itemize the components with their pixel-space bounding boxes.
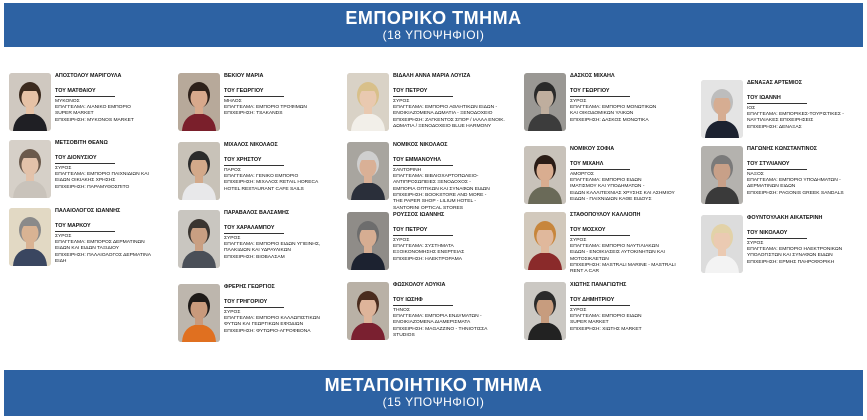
- candidate-location: ΣΥΡΟΣ: [55, 233, 72, 239]
- candidate-detail-line: ΔΕΡΜΑΤΙΝΩΝ ΕΙΔΩΝ: [747, 184, 796, 190]
- candidate-father-name: ΤΟΥ ΙΩΣΗΦ: [393, 297, 453, 305]
- candidate-detail-line: ΕΠΑΓΓΕΛΜΑ: ΛΙΑΝΙΚΟ ΕΜΠΟΡΙΟ: [55, 105, 131, 111]
- candidate-detail-line: ΕΠΑΓΓΕΛΜΑ: ΕΜΠΟΡΙΟ ΤΡΟΦΙΜΩΝ: [224, 105, 307, 111]
- candidate-detail-line: ΕΙΔΩΝ ΚΑΙ ΕΙΔΩΝ ΤΑΞΙΔΙΟΥ: [55, 246, 119, 252]
- candidate-location: ΙΟΣ: [747, 105, 756, 111]
- candidate-location: ΣΥΡΟΣ: [224, 309, 241, 315]
- candidate-detail-line: ΔΩΜΑΤΙΑ / ΞΕΝΟΔΟΧΕΙΟ BLUE HARMONY: [393, 124, 492, 129]
- candidate-info: [224, 142, 352, 193]
- candidate-detail-line: ΕΠΑΓΓΕΛΜΑ: ΣΥΣΤΗΜΑΤΑ: [393, 244, 454, 250]
- candidate-info: [55, 208, 183, 265]
- section-subtitle: (15 ΥΠΟΨΗΦΙΟΙ): [382, 395, 485, 409]
- candidate-detail-line: ΕΠΑΓΓΕΛΜΑ: ΕΜΠΟΡΙΑ ΕΝΔΥΜΑΤΩΝ -: [393, 314, 482, 320]
- candidate-location: ΣΥΡΟΣ: [393, 237, 410, 243]
- candidate-detail-line: ΕΙΔΩΝ - ΕΝΟΙΚΙΑΣΕΙΣ ΑΥΤΟΚΙΝΗΤΩΝ ΚΑΙ: [570, 250, 665, 256]
- candidate-father-name: ΤΟΥ ΕΜΜΑΝΟΥΗΛ: [393, 157, 453, 165]
- candidate-location: ΜΗΛΟΣ: [224, 98, 242, 104]
- candidate-name: ΝΟΜΙΚΟΥ ΣΟΦΙΑ: [570, 146, 615, 152]
- candidate-detail-line: ΕΠΙΧΕΙΡΗΣΗ: ΔΕΝΑΞΑΣ: [747, 124, 802, 130]
- candidate-detail-line: ΕΠΙΧΕΙΡΗΣΗ: MAGAZZINO - ΤΗΝΙΟΤΙΣΣΑ: [393, 326, 488, 332]
- candidate-detail-line: ΕΠΑΓΓΕΛΜΑ: ΕΜΠΟΡΙΟ ΗΛΕΚΤΡΟΝΙΚΩΝ: [747, 247, 843, 253]
- candidate-detail-line: ΕΠΑΓΓΕΛΜΑ: ΓΕΝΙΚΟ ΕΜΠΟΡΙΟ: [224, 174, 299, 180]
- candidate-detail-line: ΕΠΙΧΕΙΡΗΣΗ: ΜΙΧΑΛΟΣ RETAIL HORECA: [224, 180, 319, 186]
- candidate-info: [570, 212, 698, 276]
- candidate-detail-line: RENT A CAR: [570, 269, 599, 275]
- candidate-detail-line: ΥΠΟΛΟΓΙΣΤΩΝ ΚΑΙ ΣΥΝΑΦΩΝ ΕΙΔΩΝ: [747, 253, 833, 259]
- candidate-name: ΝΟΜΙΚΟΣ ΝΙΚΟΛΑΟΣ: [393, 142, 448, 148]
- candidate-info: [393, 212, 521, 263]
- candidate-detail-line: ΕΠΙΧΕΙΡΗΣΗ: ΗΛΕΚΤΡΟΡΑΜΑ: [393, 256, 462, 262]
- candidate-photo: [347, 282, 389, 340]
- candidate-info: [55, 140, 183, 191]
- candidate-detail-line: ΙΜΑΤΙΣΜΟΥ ΚΑΙ ΥΠΟΔΗΜΑΤΩΝ -: [570, 184, 645, 190]
- candidate-info: [747, 80, 867, 131]
- candidate-detail-line: ΕΠΙΧΕΙΡΗΣΗ: ΔΑΣΚΟΣ ΜΟΝΩΤΙΚΑ: [570, 117, 649, 123]
- candidate-name: ΠΑΡΑΒΑΛΟΣ ΒΑΛΣΑΜΗΣ: [224, 210, 290, 216]
- candidate-detail-line: ΕΠΑΓΓΕΛΜΑ: ΕΜΠΟΡΙΟ ΜΟΝΩΤΙΚΩΝ: [570, 105, 657, 111]
- candidate-name: ΒΙΔΑΛΗ ΑΝΝΑ ΜΑΡΙΑ ΛΟΥΙΖΑ: [393, 73, 471, 79]
- candidate-photo: [178, 142, 220, 200]
- candidate-father-name: ΤΟΥ ΝΙΚΟΛΑΟΥ: [747, 230, 807, 238]
- candidate-name: ΦΟΥΝΤΟΥΛΑΚΗ ΑΙΚΑΤΕΡΙΝΗ: [747, 215, 823, 221]
- candidate-name: ΦΡΕΡΗΣ ΓΕΩΡΓΙΟΣ: [224, 284, 275, 290]
- candidate-location: ΣΥΡΟΣ: [570, 307, 587, 313]
- candidate-father-name: ΤΟΥ ΔΙΟΝΥΣΙΟΥ: [55, 155, 115, 163]
- candidate-name: ΜΕΤΣΟΒΙΤΗ ΘΕΑΝΩ: [55, 140, 108, 146]
- candidate-name: ΔΕΝΑΞΑΣ ΑΡΤΕΜΙΟΣ: [747, 80, 802, 86]
- candidate-location: ΜΥΚΟΝΟΣ: [55, 98, 80, 104]
- candidate-photo: [524, 146, 566, 204]
- candidate-father-name: ΤΟΥ ΔΗΜΗΤΡΙΟΥ: [570, 297, 630, 305]
- candidate-name: ΧΙΩΤΗΣ ΠΑΝΑΓΙΩΤΗΣ: [570, 282, 627, 288]
- candidate-detail-line: HOTEL RESTAURANT CAFE SAILS: [224, 186, 304, 192]
- candidate-detail-line: ΕΝΟΙΚΙΑΖΟΜΕΝΑ ΔΩΜΑΤΙΑ - ΞΕΝΟΔΟΧΕΙΟ: [393, 111, 493, 117]
- candidate-photo: [347, 212, 389, 270]
- candidate-detail-line: ΚΑΙ ΟΙΚΟΔΟΜΙΚΩΝ ΥΛΙΚΩΝ: [570, 111, 634, 117]
- candidate-name: ΒΕΚΙΟΥ ΜΑΡΙΑ: [224, 73, 264, 79]
- candidate-detail-line: ΕΞΟΙΚΟΝΟΜΗΣΗΣ ΕΝΕΡΓΕΙΑΣ: [393, 250, 465, 256]
- candidate-detail-line: ΕΠΙΧΕΙΡΗΣΗ: MASTRALI MARINE - MASTRALI: [570, 263, 676, 268]
- candidate-detail-line: ΜΟΤΟΣΙΚΛΕΤΩΝ: [570, 256, 609, 262]
- top-banner: [4, 3, 863, 47]
- candidate-photo: [701, 146, 743, 204]
- candidate-name: ΡΟΥΣΣΟΣ ΙΩΑΝΝΗΣ: [393, 212, 445, 218]
- candidate-detail-line: ΕΠΙΧΕΙΡΗΣΗ: ΠΑΡΑΜΥΘΟΣΠΙΤΟ: [55, 184, 130, 190]
- candidate-photo: [701, 215, 743, 273]
- candidate-photo: [9, 140, 51, 198]
- candidate-location: ΤΗΝΟΣ: [393, 307, 410, 313]
- candidate-detail-line: THE PAPER SHOP - LILIUM HOTEL -: [393, 199, 477, 205]
- candidate-name: ΣΤΑΘΟΠΟΥΛΟΥ ΚΑΛΛΙΟΠΗ: [570, 212, 641, 218]
- candidate-detail-line: ΕΠΑΓΓΕΛΜΑ: ΕΜΠΟΡΙΟ ΕΙΔΩΝ ΥΓΙΕΙΝΗΣ,: [224, 242, 321, 248]
- candidate-detail-line: ΕΙΔΗ: [55, 259, 67, 264]
- candidate-info: [570, 282, 698, 333]
- candidate-info: [393, 282, 521, 339]
- candidate-name: ΠΑΓΩΝΗΣ ΚΩΝΣΤΑΝΤΙΝΟΣ: [747, 146, 817, 152]
- candidate-photo: [524, 282, 566, 340]
- candidate-location: ΣΥΡΟΣ: [570, 98, 587, 104]
- candidate-detail-line: ΕΙΔΩΝ ΟΙΚΙΑΚΗΣ ΧΡΗΣΗΣ: [55, 178, 116, 184]
- candidate-detail-line: ΕΠΙΧΕΙΡΗΣΗ: MYKONOS MARKET: [55, 117, 134, 123]
- candidate-photo: [9, 208, 51, 266]
- candidate-location: ΑΜΟΡΓΟΣ: [570, 171, 594, 177]
- candidate-father-name: ΤΟΥ ΜΙΧΑΗΛ: [570, 161, 630, 169]
- candidate-detail-line: ΕΠΑΓΓΕΛΜΑ: ΕΜΠΟΡΙΟ ΕΙΔΩΝ: [570, 178, 642, 184]
- candidate-detail-line: ΕΠΑΓΓΕΛΜΑ: ΒΙΒΛΙΟΧΑΡΤΟΠΩΛΕΙΟ-: [393, 174, 479, 180]
- candidate-detail-line: ΑΝΤΙΠΡΟΣΩΠΕΙΕΣ ΞΕΝΟΔΟΧΟΣ -: [393, 180, 471, 186]
- candidate-detail-line: STUDIOS: [393, 333, 415, 338]
- candidate-info: [570, 73, 698, 124]
- candidate-info: [393, 142, 521, 212]
- candidate-photo: [9, 73, 51, 131]
- candidate-father-name: ΤΟΥ ΜΑΡΚΟΥ: [55, 223, 115, 231]
- candidate-location: ΣΑΝΤΟΡΙΝΗ: [393, 167, 422, 173]
- candidate-info: [224, 210, 352, 261]
- candidate-location: ΣΥΡΟΣ: [224, 235, 241, 241]
- candidate-name: ΠΑΛΑΙΟΛΟΓΟΣ ΙΩΑΝΝΗΣ: [55, 208, 121, 214]
- candidate-detail-line: ΕΠΙΧΕΙΡΗΣΗ: ΒΙΟΒΑΛΣΑΜ: [224, 254, 285, 260]
- section-subtitle: (18 ΥΠΟΨΗΦΙΟΙ): [382, 28, 485, 42]
- candidate-detail-line: ΕΠΙΧΕΙΡΗΣΗ: ΠΑΛΑΙΟΛΟΓΟΣ ΔΕΡΜΑΤΙΝΑ: [55, 252, 151, 258]
- candidate-name: ΔΑΣΚΟΣ ΜΙΧΑΗΛ: [570, 73, 615, 79]
- candidate-father-name: ΤΟΥ ΓΡΗΓΟΡΙΟΥ: [224, 299, 284, 307]
- candidate-detail-line: ΕΠΙΧΕΙΡΗΣΗ: ΦΥΤΩΡΙΟ-ΑΓΡΟΦΒΟΝΑ: [224, 328, 311, 334]
- candidate-detail-line: ΕΠΑΓΓΕΛΜΑ: ΕΜΠΟΡΙΟ ΥΠΟΔΗΜΑΤΩΝ -: [747, 178, 841, 184]
- candidate-detail-line: ΕΠΑΓΓΕΛΜΑ: ΕΜΠΟΡΙΟ ΠΑΙΧΝΙΔΙΩΝ ΚΑΙ: [55, 172, 149, 178]
- candidate-detail-line: ΕΠΑΓΓΕΛΜΑ: ΕΜΠΟΡΙΟ ΑΘΛΗΤΙΚΩΝ ΕΙΔΩΝ -: [393, 105, 498, 111]
- candidate-photo: [178, 284, 220, 342]
- candidate-father-name: ΤΟΥ ΙΩΑΝΝΗ: [747, 95, 807, 103]
- candidate-father-name: ΤΟΥ ΣΤΥΛΙΑΝΟΥ: [747, 161, 807, 169]
- candidate-detail-line: ΕΙΔΩΝ - ΠΑΙΧΝΙΔΙΩΝ ΚΑΘΕ ΕΙΔΟΥΣ: [570, 197, 652, 202]
- candidate-location: ΣΥΡΟΣ: [570, 237, 587, 243]
- candidate-name: ΜΙΧΑΛΟΣ ΝΙΚΟΛΑΟΣ: [224, 142, 278, 148]
- candidate-location: ΣΥΡΟΣ: [747, 240, 764, 246]
- candidate-detail-line: ΦΥΤΩΝ ΚΑΙ ΓΕΩΡΓΙΚΩΝ ΕΦΟΔΙΩΝ: [224, 322, 304, 328]
- candidate-info: [393, 73, 521, 130]
- candidate-detail-line: ΕΠΙΧΕΙΡΗΣΗ: ΕΡΜΗΣ ΠΛΗΡΟΦΟΡΙΚΗ: [747, 259, 835, 265]
- candidate-info: [747, 215, 867, 266]
- candidate-father-name: ΤΟΥ ΓΕΩΡΓΙΟΥ: [570, 88, 630, 96]
- candidate-detail-line: ΕΠΑΓΓΕΛΜΑ: ΕΜΠΟΡΙΟ ΕΙΔΩΝ: [570, 314, 642, 320]
- candidate-location: ΣΥΡΟΣ: [393, 98, 410, 104]
- candidate-info: [747, 146, 867, 197]
- section-title: ΕΜΠΟΡΙΚΟ ΤΜΗΜΑ: [345, 8, 522, 28]
- candidate-name: ΑΠΟΣΤΟΛΟΥ ΜΑΡΙΓΟΥΛΑ: [55, 73, 122, 79]
- candidate-info: [224, 284, 352, 335]
- candidate-grid: [0, 60, 867, 365]
- candidate-father-name: ΤΟΥ ΓΕΩΡΓΙΟΥ: [224, 88, 284, 96]
- candidate-detail-line: ΕΠΑΓΓΕΛΜΑ: ΕΜΠΟΡΟΣ ΔΕΡΜΑΤΙΝΩΝ: [55, 240, 145, 246]
- candidate-detail-line: ΝΑΥΤΙΛΙΑΚΕΣ ΕΠΙΧΕΙΡΗΣΕΙΣ: [747, 118, 814, 124]
- candidate-name: ΦΩΣΚΟΛΟΥ ΛΟΥΚΙΑ: [393, 282, 446, 288]
- candidate-location: ΣΥΡΟΣ: [55, 165, 72, 171]
- candidate-father-name: ΤΟΥ ΠΕΤΡΟΥ: [393, 88, 453, 96]
- candidate-detail-line: SANTORINI OPTICAL STORES: [393, 205, 464, 211]
- candidate-photo: [701, 80, 743, 138]
- candidate-detail-line: ΠΛΑΚΙΔΙΩΝ ΚΑΙ ΥΔΡΑΥΛΙΚΩΝ: [224, 248, 291, 254]
- candidate-photo: [524, 73, 566, 131]
- candidate-detail-line: ΕΠΙΧΕΙΡΗΣΗ: BOOKSTORE AND MORE -: [393, 193, 487, 198]
- candidate-father-name: ΤΟΥ ΜΟΣΧΟΥ: [570, 227, 630, 235]
- candidate-photo: [178, 73, 220, 131]
- candidate-detail-line: ΕΠΑΓΓΕΛΜΑ: ΕΜΠΟΡΙΟ ΚΑΛΛΩΠΙΣΤΙΚΩΝ: [224, 316, 320, 322]
- candidate-detail-line: ΕΠΙΧΕΙΡΗΣΗ: ΖΑΓΚΕΝΤΟΣ ΣΠΟΡ / ΙΑΛΛΑ ΕΝΟΙΚ.: [393, 117, 505, 123]
- candidate-detail-line: ΕΠΙΧΕΙΡΗΣΗ: TSAKANDS: [224, 111, 283, 117]
- section-title: ΜΕΤΑΠΟΙΗΤΙΚΟ ΤΜΗΜΑ: [324, 375, 543, 395]
- candidate-photo: [347, 73, 389, 131]
- candidate-photo: [178, 210, 220, 268]
- candidate-info: [55, 73, 183, 124]
- bottom-banner: [4, 370, 863, 416]
- candidate-father-name: ΤΟΥ ΜΑΤΘΑΙΟΥ: [55, 88, 115, 96]
- candidate-detail-line: ΕΠΙΧΕΙΡΗΣΗ: ΧΙΩΤΗΣ MARKET: [570, 326, 642, 332]
- candidate-location: ΠΑΡΟΣ: [224, 167, 241, 173]
- candidate-photo: [347, 142, 389, 200]
- candidate-photo: [524, 212, 566, 270]
- candidate-detail-line: ΕΜΠΟΡΙΑ ΟΠΤΙΚΩΝ ΚΑΙ ΣΥΝΑΦΩΝ ΕΙΔΩΝ: [393, 186, 490, 192]
- candidate-info: [224, 73, 352, 118]
- candidate-detail-line: SUPER MARKET: [55, 111, 94, 117]
- candidate-detail-line: SUPER MARKET: [570, 320, 609, 326]
- candidate-detail-line: ΕΙΔΩΝ ΚΑΛΛΙΤΕΧΝΙΑΣ ΧΡΥΣΗΣ ΚΑΙ ΑΣΗΜΙΟΥ: [570, 190, 675, 196]
- candidate-father-name: ΤΟΥ ΠΕΤΡΟΥ: [393, 227, 453, 235]
- candidate-detail-line: ΕΠΑΓΓΕΛΜΑ: ΕΜΠΟΡΙΟ ΝΑΥΤΙΛΙΑΚΩΝ: [570, 244, 659, 250]
- candidate-detail-line: ΕΠΙΧΕΙΡΗΣΗ: PAGONIS GREEK SANDALS: [747, 190, 844, 196]
- candidate-info: [570, 146, 698, 203]
- candidate-detail-line: ΕΝΟΙΚΙΑΖΟΜΕΝΑ ΔΙΑΜΕΡΙΣΜΑΤΑ: [393, 320, 471, 326]
- candidate-father-name: ΤΟΥ ΧΡΗΣΤΟΥ: [224, 157, 284, 165]
- candidate-father-name: ΤΟΥ ΧΑΡΑΛΑΜΠΟΥ: [224, 225, 284, 233]
- candidate-location: ΝΑΞΟΣ: [747, 171, 764, 177]
- candidate-detail-line: ΕΠΑΓΓΕΛΜΑ: ΕΜΠΟΡΙΚΕΣ-ΤΟΥΡΙΣΤΙΚΕΣ -: [747, 112, 844, 118]
